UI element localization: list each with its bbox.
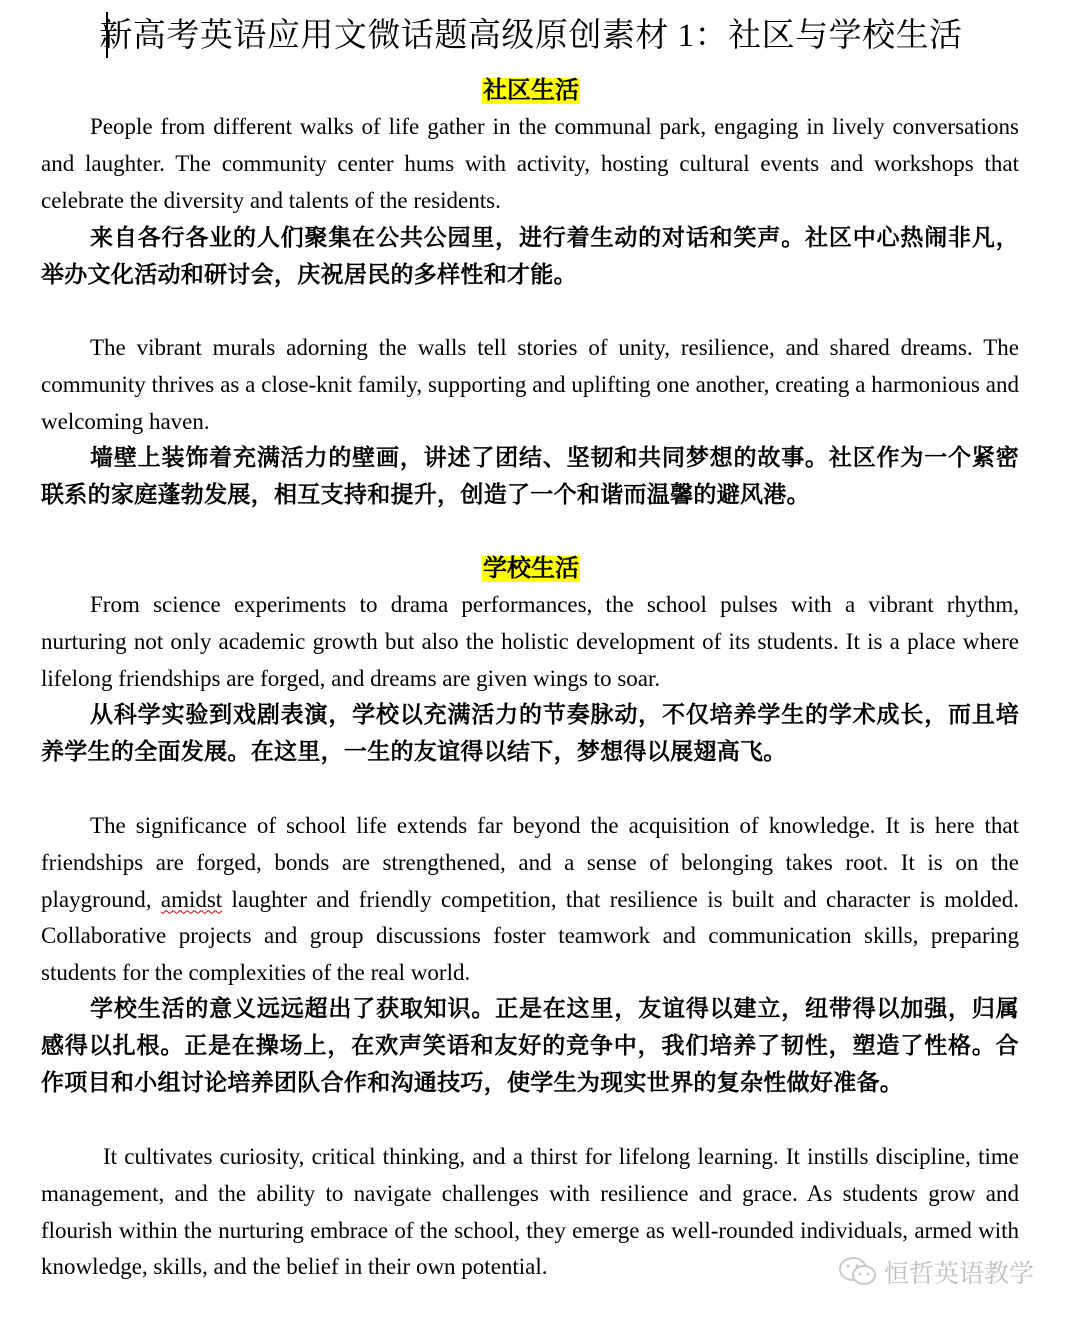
document-title: 新高考英语应用文微话题高级原创素材 1：社区与学校生活 (99, 18, 963, 54)
paragraph-en: The vibrant murals adorning the walls tell stories of unity, resilience, and shared dreams. The community thrives as a close-knit family, supporting and uplifting one another, creating a harmonious and welcoming haven. (41, 335, 1019, 434)
section-heading-community (0, 76, 1062, 106)
paragraph-en: From science experiments to drama performances, the school pulses with a vibrant rhythm, nurturing not only academic growth but also the holistic development of its students. It is a place where lifelong friendships are forged, and dreams are given wings to soar. (41, 592, 1019, 691)
watermark-text: 恒哲英语教学 (884, 1259, 1035, 1288)
paragraph-zh: 学校生活的意义远远超出了获取知识。正是在这里，友谊得以建立，纽带得以加强，归属感得以扎根。正是在操场上，在欢声笑语和友好的竞争中，我们培养了韧性，塑造了性格。合作项目和小组讨论培养团队合作和沟通技巧，使学生为现实世界的复杂性做好准备。 (41, 995, 1019, 1096)
wechat-icon (838, 1255, 878, 1289)
spellcheck-flagged-word: amidst (160, 886, 223, 912)
text-run: The significance of school life extends far beyond the acquisition of knowledge. It is here that friendships are forged, bonds are strengthened, and a sense of belonging takes root. It is on the playground, (41, 813, 1019, 912)
paragraph-zh: 从科学实验到戏剧表演，学校以充满活力的节奏脉动，不仅培养学生的学术成长，而且培养学生的全面发展。在这里，一生的友谊得以结下，梦想得以展翅高飞。 (41, 701, 1019, 765)
paragraph-en (41, 808, 1019, 992)
highlighted-heading-text: 社区生活 (483, 78, 579, 104)
watermark (838, 1252, 1058, 1292)
paragraph-zh: 来自各行各业的人们聚集在公共公园里，进行着生动的对话和笑声。社区中心热闹非凡，举办文化活动和研讨会，庆祝居民的多样性和才能。 (41, 224, 1019, 288)
highlighted-heading-text: 学校生活 (483, 556, 579, 582)
paragraph-en: It cultivates curiosity, critical thinking, and a thirst for lifelong learning. It instills discipline, time management, and the ability to navigate challenges with resilience and grace. As students grow and flourish within the nurturing embrace of the school, they emerge as well-rounded individuals, armed with knowledge, skills, and the belief in their own potential. (41, 1144, 1019, 1280)
paragraph-en: People from different walks of life gather in the communal park, engaging in lively conversations and laughter. The community center hums with activity, hosting cultural events and workshops that celebrate the diversity and talents of the residents. (41, 114, 1019, 213)
text-run: laughter and friendly competition, that resilience is built and character is molded. Collaborative projects and group discussions foster teamwork and communication skills, preparing students for the complexities of the real world. (41, 886, 1019, 986)
paragraph-zh: 墙壁上装饰着充满活力的壁画，讲述了团结、坚韧和共同梦想的故事。社区作为一个紧密联系的家庭蓬勃发展，相互支持和提升，创造了一个和谐而温馨的避风港。 (41, 444, 1019, 508)
section-heading-school (0, 554, 1062, 584)
